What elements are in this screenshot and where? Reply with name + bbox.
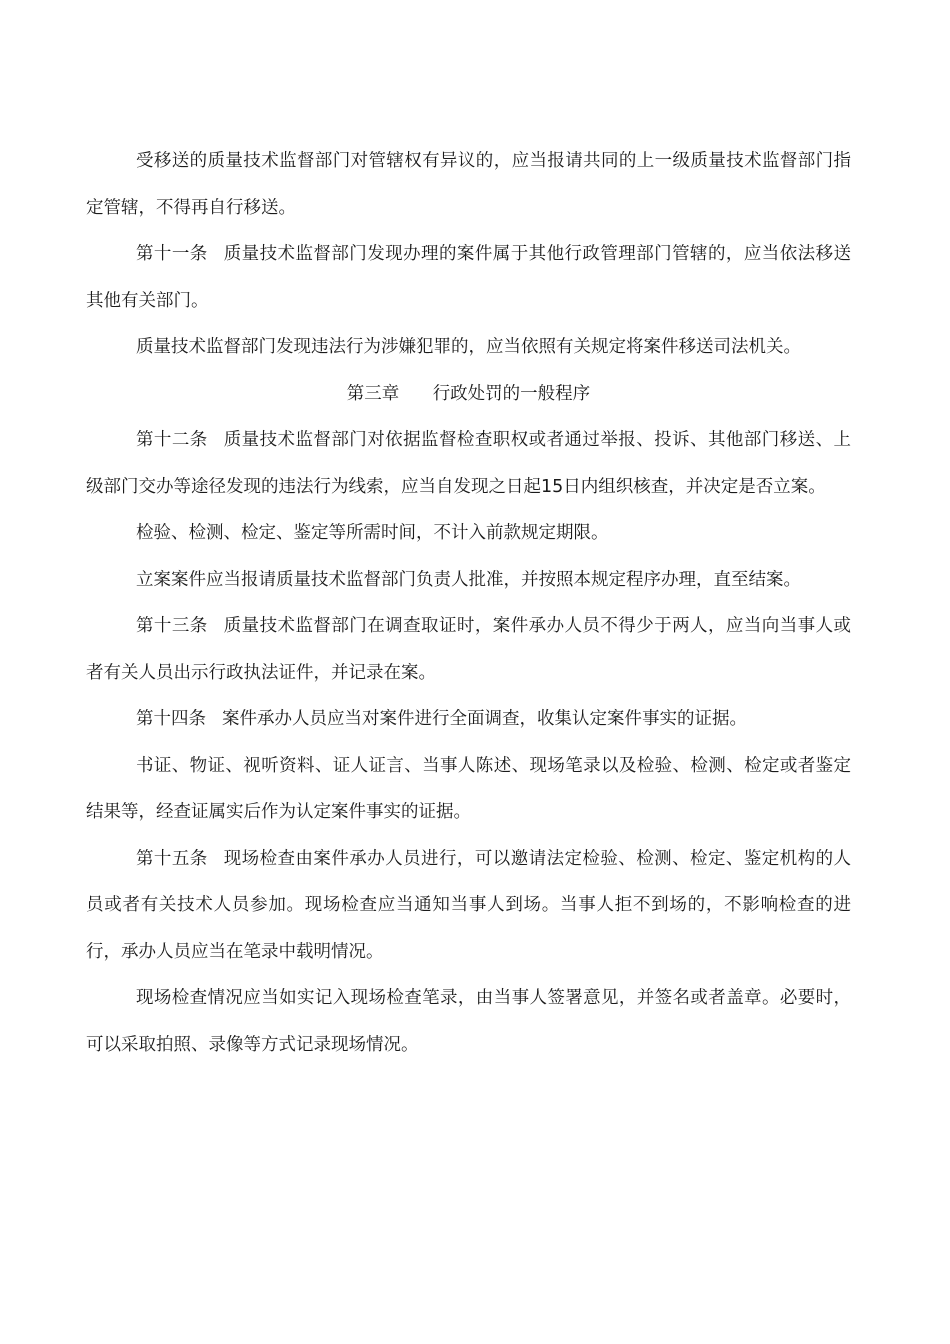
article-13	[86, 603, 851, 696]
paragraph-evidence-types	[86, 743, 851, 836]
article-number: 第十四条	[136, 709, 206, 729]
chapter-title: 行政处罚的一般程序	[432, 383, 591, 404]
article-number: 第十三条	[136, 616, 208, 636]
article-11	[86, 231, 851, 324]
paragraph-inspection-record	[86, 975, 851, 1068]
article-number: 第十一条	[136, 244, 208, 264]
article-text: 质量技术监督部门对依据监督检查职权或者通过举报、投诉、其他部门移送、上级部门交办等途径发现的违法行为线索，应当自发现之日起15日内组织核查，并决定是否立案。	[86, 430, 852, 497]
chapter-heading	[86, 371, 851, 418]
article-15	[86, 836, 851, 976]
article-number: 第十二条	[136, 430, 208, 450]
article-text: 质量技术监督部门发现办理的案件属于其他行政管理部门管辖的，应当依法移送其他有关部门。	[86, 244, 852, 311]
paragraph-case-approval	[86, 557, 851, 604]
article-text: 案件承办人员应当对案件进行全面调查，收集认定案件事实的证据。	[222, 709, 747, 729]
paragraph-text: 立案案件应当报请质量技术监督部门负责人批准，并按照本规定程序办理，直至结案。	[136, 569, 801, 590]
article-12	[86, 417, 851, 510]
document-body	[86, 138, 851, 1068]
article-text: 现场检查由案件承办人员进行，可以邀请法定检验、检测、检定、鉴定机构的人员或者有关技术人员参加。现场检查应当通知当事人到场。当事人拒不到场的，不影响检查的进行，承办人员应当在笔录中载明情况。	[86, 848, 852, 962]
paragraph-text: 检验、检测、检定、鉴定等所需时间，不计入前款规定期限。	[136, 523, 609, 543]
paragraph-text: 质量技术监督部门发现违法行为涉嫌犯罪的，应当依照有关规定将案件移送司法机关。	[136, 337, 801, 357]
paragraph-text: 受移送的质量技术监督部门对管辖权有异议的，应当报请共同的上一级质量技术监督部门指定管辖，不得再自行移送。	[86, 151, 851, 218]
paragraph-transfer-objection	[86, 138, 851, 231]
article-text: 质量技术监督部门在调查取证时，案件承办人员不得少于两人，应当向当事人或者有关人员出示行政执法证件，并记录在案。	[86, 616, 852, 683]
paragraph-crime-transfer	[86, 324, 851, 371]
chapter-number: 第三章	[346, 383, 400, 404]
article-14	[86, 696, 851, 743]
paragraph-time-excluded	[86, 510, 851, 557]
paragraph-text: 书证、物证、视听资料、证人证言、当事人陈述、现场笔录以及检验、检测、检定或者鉴定结果等，经查证属实后作为认定案件事实的证据。	[86, 755, 851, 822]
paragraph-text: 现场检查情况应当如实记入现场检查笔录，由当事人签署意见，并签名或者盖章。必要时，可以采取拍照、录像等方式记录现场情况。	[86, 988, 851, 1055]
article-number: 第十五条	[136, 848, 208, 869]
